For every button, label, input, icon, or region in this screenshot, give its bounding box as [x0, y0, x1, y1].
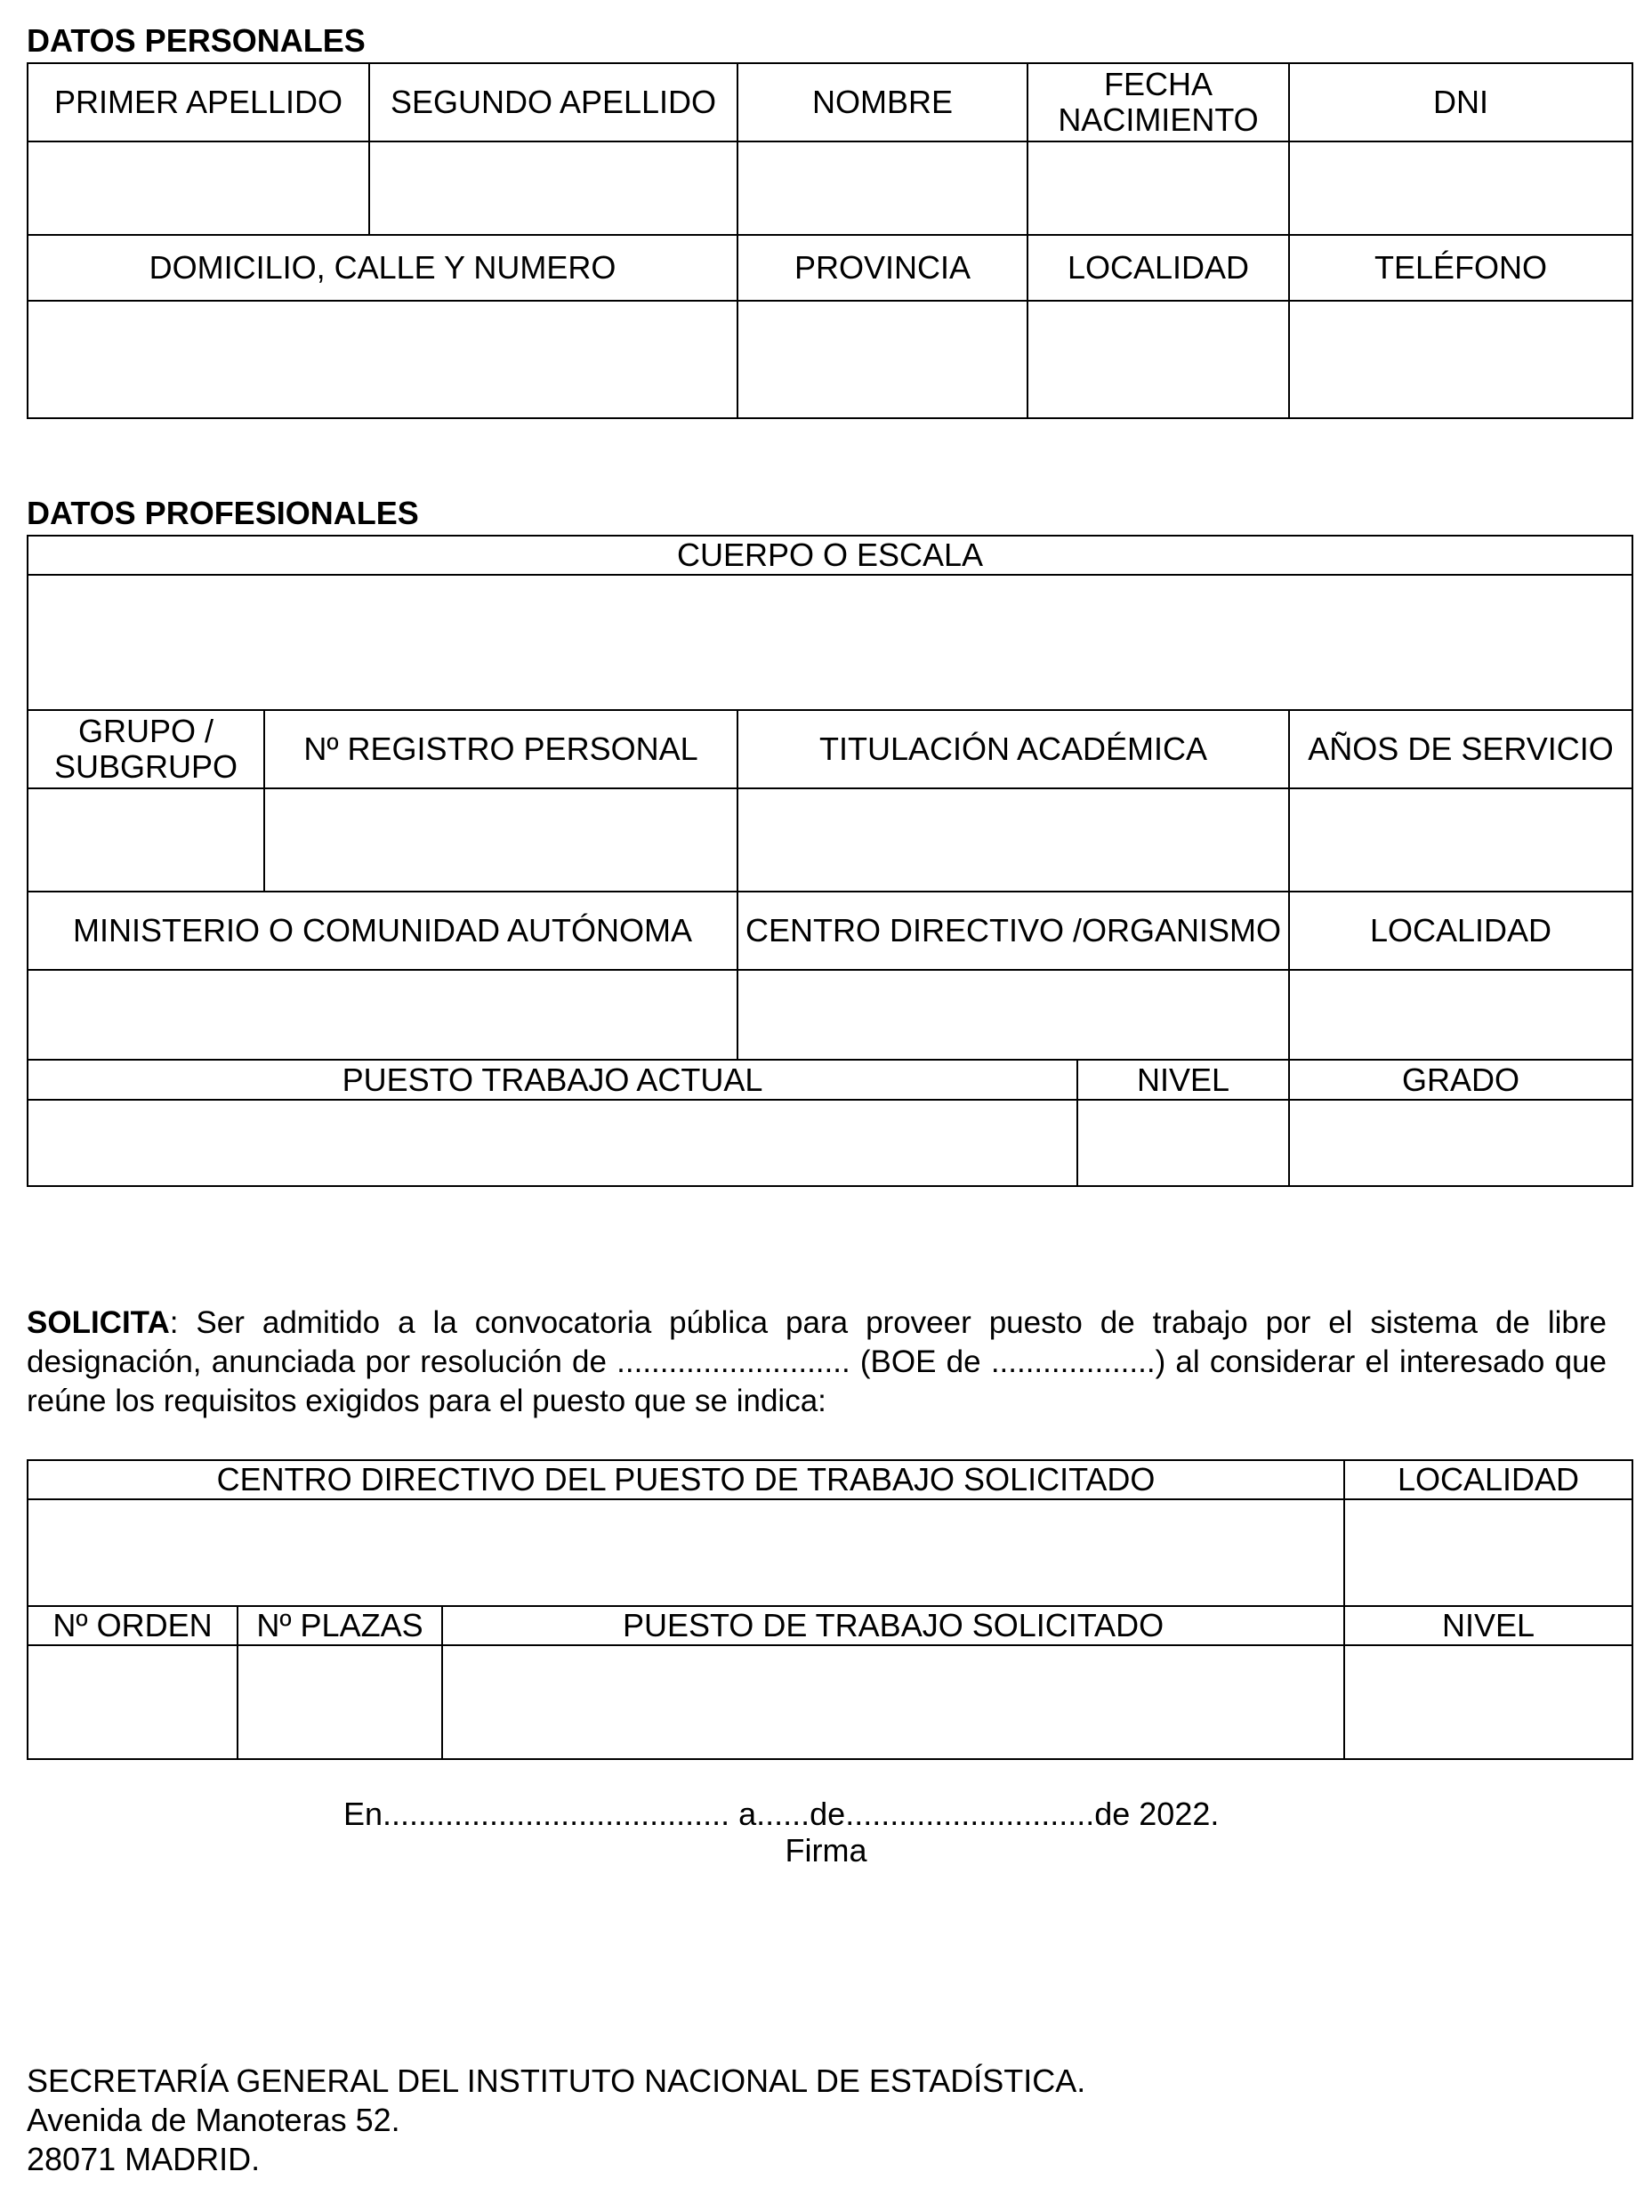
header-cuerpo-escala: CUERPO O ESCALA — [28, 536, 1632, 575]
header-localidad: LOCALIDAD — [1027, 235, 1289, 301]
header-primer-apellido: PRIMER APELLIDO — [28, 63, 369, 141]
header-dni: DNI — [1289, 63, 1632, 141]
address-line-3: 28071 MADRID. — [27, 2141, 261, 2177]
field-cuerpo-escala[interactable] — [28, 575, 1632, 710]
field-localidad-prof[interactable] — [1289, 970, 1632, 1060]
field-num-orden[interactable] — [28, 1645, 238, 1759]
field-centro-directivo-solicitado[interactable] — [28, 1499, 1344, 1606]
requested-post-table — [27, 1459, 1633, 1760]
header-localidad-solicitado: LOCALIDAD — [1344, 1460, 1632, 1499]
field-num-plazas[interactable] — [238, 1645, 442, 1759]
personal-data-table — [27, 62, 1633, 419]
field-domicilio[interactable] — [28, 301, 737, 418]
header-segundo-apellido: SEGUNDO APELLIDO — [369, 63, 737, 141]
header-localidad-prof: LOCALIDAD — [1289, 892, 1632, 970]
header-num-orden: Nº ORDEN — [28, 1606, 238, 1645]
field-dni[interactable] — [1289, 141, 1632, 235]
header-fecha-nacimiento: FECHA NACIMIENTO — [1027, 63, 1289, 141]
section-title-personal: DATOS PERSONALES — [27, 22, 366, 59]
field-fecha-nacimiento[interactable] — [1027, 141, 1289, 235]
header-puesto-solicitado: PUESTO DE TRABAJO SOLICITADO — [442, 1606, 1344, 1645]
header-domicilio: DOMICILIO, CALLE Y NUMERO — [28, 235, 737, 301]
header-centro-directivo: CENTRO DIRECTIVO /ORGANISMO — [737, 892, 1289, 970]
field-ministerio[interactable] — [28, 970, 737, 1060]
field-puesto-solicitado[interactable] — [442, 1645, 1344, 1759]
field-centro-directivo[interactable] — [737, 970, 1289, 1060]
field-titulacion[interactable] — [737, 788, 1289, 892]
request-text: : Ser admitido a la convocatoria pública para proveer puesto de trabajo por el sistema de libre designación, anunciada por resolución de ........................... (BOE de ...................) al considerar el interesado que reúne los requisitos exigidos para el puesto que se indica: — [27, 1305, 1607, 1418]
field-localidad[interactable] — [1027, 301, 1289, 418]
header-nivel: NIVEL — [1077, 1060, 1289, 1100]
header-nombre: NOMBRE — [737, 63, 1027, 141]
header-telefono: TELÉFONO — [1289, 235, 1632, 301]
field-segundo-apellido[interactable] — [369, 141, 737, 235]
header-grupo-subgrupo: GRUPO / SUBGRUPO — [28, 710, 264, 788]
header-grado: GRADO — [1289, 1060, 1632, 1100]
header-provincia: PROVINCIA — [737, 235, 1027, 301]
field-grupo-subgrupo[interactable] — [28, 788, 264, 892]
field-nombre[interactable] — [737, 141, 1027, 235]
request-paragraph — [27, 1304, 1607, 1421]
field-provincia[interactable] — [737, 301, 1027, 418]
header-titulacion: TITULACIÓN ACADÉMICA — [737, 710, 1289, 788]
section-title-professional: DATOS PROFESIONALES — [27, 495, 419, 531]
field-puesto-actual[interactable] — [28, 1100, 1077, 1186]
address-line-1: SECRETARÍA GENERAL DEL INSTITUTO NACIONAL DE ESTADÍSTICA. — [27, 2063, 1086, 2099]
professional-data-table — [27, 535, 1633, 1187]
header-num-plazas: Nº PLAZAS — [238, 1606, 442, 1645]
header-puesto-actual: PUESTO TRABAJO ACTUAL — [28, 1060, 1077, 1100]
field-grado[interactable] — [1289, 1100, 1632, 1186]
address-line-2: Avenida de Manoteras 52. — [27, 2102, 400, 2138]
header-centro-directivo-solicitado: CENTRO DIRECTIVO DEL PUESTO DE TRABAJO SOLICITADO — [28, 1460, 1344, 1499]
request-label: SOLICITA — [27, 1305, 170, 1340]
field-telefono[interactable] — [1289, 301, 1632, 418]
field-primer-apellido[interactable] — [28, 141, 369, 235]
field-registro-personal[interactable] — [264, 788, 737, 892]
header-nivel-solicitado: NIVEL — [1344, 1606, 1632, 1645]
field-nivel[interactable] — [1077, 1100, 1289, 1186]
header-anos-servicio: AÑOS DE SERVICIO — [1289, 710, 1632, 788]
field-anos-servicio[interactable] — [1289, 788, 1632, 892]
signature-label: Firma — [785, 1832, 867, 1869]
field-nivel-solicitado[interactable] — [1344, 1645, 1632, 1759]
header-registro-personal: Nº REGISTRO PERSONAL — [264, 710, 737, 788]
date-line: En....................................... a......de............................de 2022. — [343, 1796, 1220, 1832]
field-localidad-solicitado[interactable] — [1344, 1499, 1632, 1606]
header-ministerio: MINISTERIO O COMUNIDAD AUTÓNOMA — [28, 892, 737, 970]
